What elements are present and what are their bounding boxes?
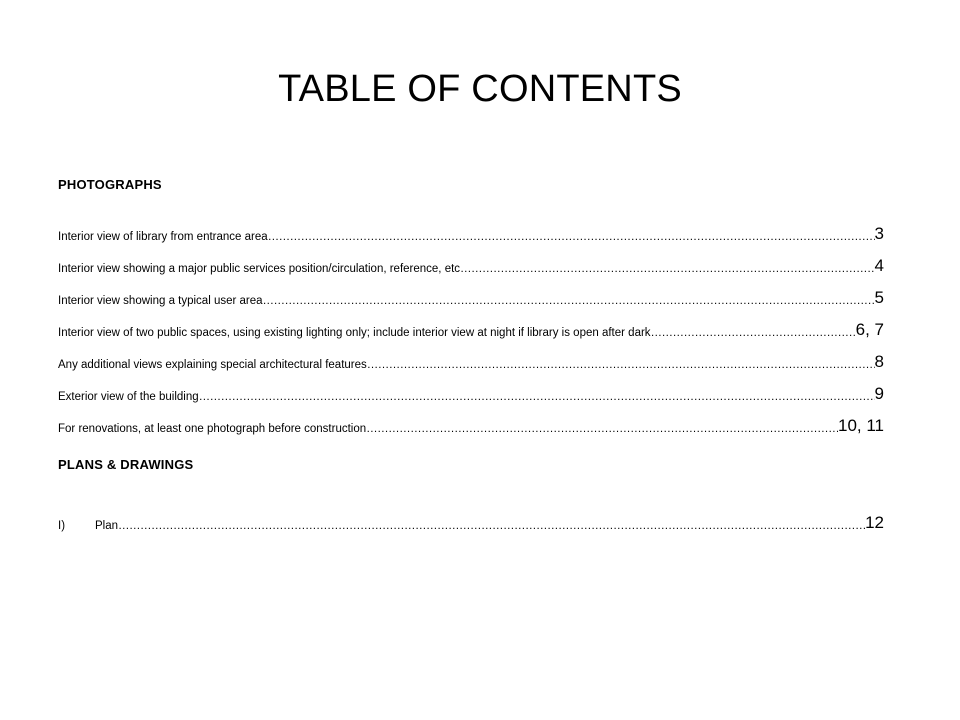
toc-entry-label: Any additional views explaining special architectural features — [58, 359, 367, 371]
toc-entry-label: Exterior view of the building — [58, 391, 199, 403]
toc-entry-label: For renovations, at least one photograph before construction — [58, 423, 367, 435]
toc-leader-dots — [460, 262, 874, 276]
toc-entry — [58, 509, 884, 533]
toc-entry — [58, 380, 884, 404]
toc-entry-page: 12 — [865, 513, 884, 532]
toc-entry-label: Interior view of two public spaces, using existing lighting only; include interior view at night if library is open after dark — [58, 327, 651, 339]
toc-entry-page: 10, 11 — [837, 416, 884, 435]
toc-leader-dots — [263, 294, 875, 308]
toc-entry — [58, 252, 884, 276]
toc-entry-label: Interior view of library from entrance area — [58, 231, 268, 243]
toc-entry-page: 8 — [874, 352, 884, 371]
toc-leader-dots — [366, 422, 838, 436]
toc-entry — [58, 412, 884, 436]
toc-entry-label: Plan — [95, 520, 119, 532]
toc-entry-label: Interior view showing a major public services position/circulation, reference, etc — [58, 263, 461, 275]
section-heading-plans-drawings: PLANS & DRAWINGS — [58, 457, 194, 472]
toc-leader-dots — [367, 358, 875, 372]
toc-entry-page: 4 — [874, 256, 884, 275]
toc-leader-dots — [268, 230, 875, 244]
toc-leader-dots — [118, 519, 865, 533]
toc-entry-marker: I) — [58, 520, 66, 532]
toc-entry — [58, 316, 884, 340]
toc-entry — [58, 348, 884, 372]
section-heading-photographs: PHOTOGRAPHS — [58, 177, 162, 192]
toc-entry-page: 9 — [874, 384, 884, 403]
toc-entry-page: 5 — [874, 288, 884, 307]
page-title: TABLE OF CONTENTS — [278, 68, 682, 110]
toc-entry — [58, 220, 884, 244]
toc-entry-label: Interior view showing a typical user area — [58, 295, 263, 307]
toc-leader-dots — [199, 390, 875, 404]
toc-entry-page: 3 — [874, 224, 884, 243]
toc-leader-dots — [651, 326, 856, 340]
toc-entry — [58, 284, 884, 308]
toc-entry-page: 6, 7 — [855, 320, 884, 339]
